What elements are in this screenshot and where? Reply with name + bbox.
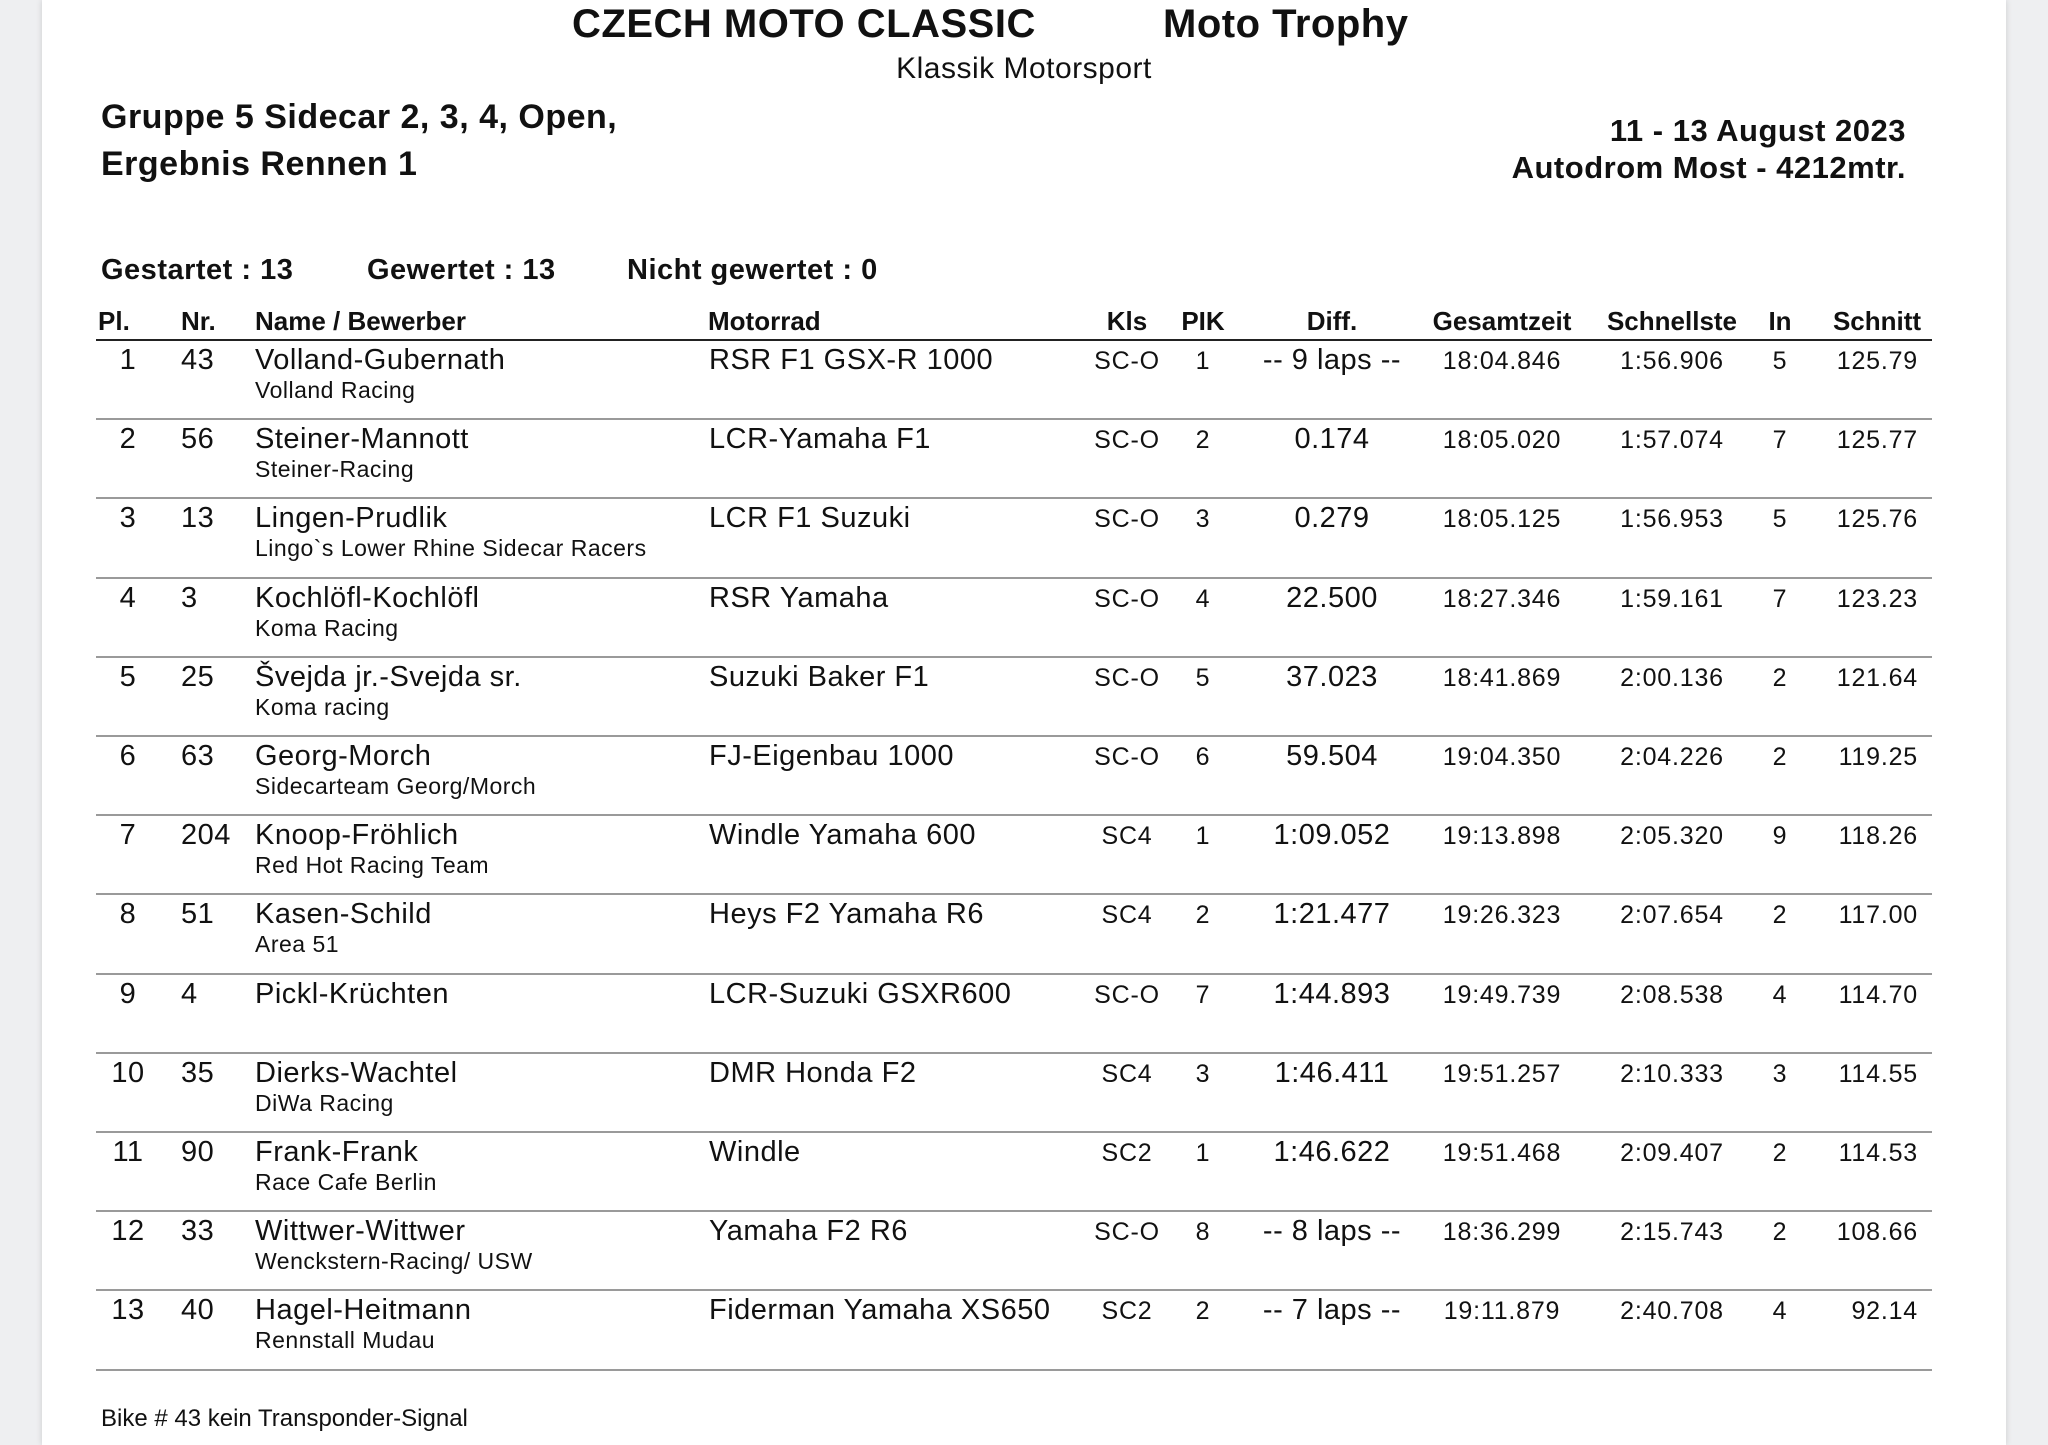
cell-total: 18:05.020 (1442, 426, 1562, 454)
cell-total: 19:51.257 (1442, 1060, 1562, 1088)
event-dates: 11 - 13 August 2023 (1609, 113, 1906, 148)
cell-diff: 0.174 (1294, 423, 1370, 455)
cell-total: 18:41.869 (1442, 664, 1562, 692)
cell-bike: FJ-Eigenbau 1000 (709, 740, 954, 772)
cell-diff: 1:44.893 (1273, 978, 1391, 1010)
col-pos: Pl. (98, 306, 130, 336)
cell-nr: 3 (181, 582, 198, 614)
cell-in: 4 (1772, 1297, 1788, 1325)
cell-diff: 37.023 (1286, 661, 1378, 693)
cell-team: Steiner-Racing (255, 456, 415, 482)
cell-pos: 5 (119, 661, 137, 693)
table-row (42, 819, 2006, 898)
cell-team: Koma Racing (255, 615, 399, 641)
row-divider (96, 973, 1932, 975)
cell-name: Kasen-Schild (255, 898, 432, 930)
cell-cls: SC2 (1101, 1297, 1153, 1325)
cell-pos: 7 (119, 819, 137, 851)
table-row (42, 1215, 2006, 1294)
cell-pik: 2 (1195, 1297, 1211, 1325)
cell-bike: Suzuki Baker F1 (709, 661, 930, 693)
cell-pik: 6 (1195, 743, 1211, 771)
result-heading: Ergebnis Rennen 1 (101, 145, 418, 183)
cell-bike: LCR F1 Suzuki (709, 502, 911, 534)
cell-nr: 33 (181, 1215, 215, 1247)
cell-team: Race Cafe Berlin (255, 1169, 437, 1195)
cell-fastest: 1:56.906 (1620, 347, 1724, 375)
started-count: Gestartet : 13 (101, 254, 294, 286)
cell-total: 19:13.898 (1442, 822, 1562, 850)
cell-pik: 4 (1195, 585, 1211, 613)
table-row (42, 898, 2006, 977)
cell-avg: 92.14 (1851, 1297, 1918, 1325)
cell-cls: SC-O (1094, 505, 1160, 533)
cell-name: Steiner-Mannott (255, 423, 469, 455)
cell-nr: 63 (181, 740, 215, 772)
results-document (42, 0, 2006, 1445)
cell-pos: 8 (119, 898, 137, 930)
row-divider (96, 1369, 1932, 1371)
row-divider (96, 814, 1932, 816)
footer-note: Bike # 43 kein Transponder-Signal (101, 1405, 468, 1432)
cell-in: 2 (1772, 743, 1788, 771)
cell-name: Frank-Frank (255, 1136, 419, 1168)
col-in: In (1768, 306, 1792, 336)
cell-diff: -- 9 laps -- (1262, 344, 1402, 376)
cell-pos: 2 (119, 423, 137, 455)
col-pik: PIK (1181, 306, 1225, 336)
row-divider (96, 1210, 1932, 1212)
cell-cls: SC-O (1094, 347, 1160, 375)
cell-diff: 1:09.052 (1273, 819, 1391, 851)
table-row (42, 661, 2006, 740)
col-diff: Diff. (1306, 306, 1358, 336)
header-rule (96, 339, 1932, 341)
cell-pik: 3 (1195, 1060, 1211, 1088)
cell-in: 5 (1772, 505, 1788, 533)
cell-pos: 9 (119, 978, 137, 1010)
cell-bike: DMR Honda F2 (709, 1057, 917, 1089)
cell-fastest: 2:10.333 (1620, 1060, 1724, 1088)
cell-nr: 25 (181, 661, 215, 693)
cell-nr: 13 (181, 502, 215, 534)
table-row (42, 1294, 2006, 1373)
cell-pik: 1 (1195, 347, 1211, 375)
cell-avg: 114.55 (1838, 1060, 1918, 1088)
cell-in: 3 (1772, 1060, 1788, 1088)
cell-team: Red Hot Racing Team (255, 852, 490, 878)
cell-avg: 125.77 (1836, 426, 1918, 454)
cell-fastest: 2:40.708 (1620, 1297, 1724, 1325)
organizer-subtitle: Klassik Motorsport (896, 52, 1152, 85)
cell-name: Knoop-Fröhlich (255, 819, 459, 851)
col-avg: Schnitt (1832, 306, 1922, 336)
table-row (42, 740, 2006, 819)
cell-bike: Heys F2 Yamaha R6 (709, 898, 984, 930)
col-total: Gesamtzeit (1432, 306, 1572, 336)
cell-fastest: 2:09.407 (1620, 1139, 1724, 1167)
table-row (42, 423, 2006, 502)
col-nr: Nr. (181, 306, 216, 336)
cell-cls: SC-O (1094, 664, 1160, 692)
cell-fastest: 2:07.654 (1620, 901, 1724, 929)
cell-bike: RSR F1 GSX-R 1000 (709, 344, 994, 376)
cell-name: Švejda jr.-Svejda sr. (255, 661, 522, 693)
cell-bike: Windle Yamaha 600 (709, 819, 976, 851)
cell-total: 19:11.879 (1443, 1297, 1561, 1325)
cell-bike: LCR-Suzuki GSXR600 (709, 978, 1012, 1010)
cell-fastest: 2:00.136 (1620, 664, 1724, 692)
cell-avg: 117.00 (1838, 901, 1918, 929)
cell-pik: 5 (1195, 664, 1211, 692)
row-divider (96, 418, 1932, 420)
cell-cls: SC4 (1101, 822, 1153, 850)
cell-name: Georg-Morch (255, 740, 432, 772)
row-divider (96, 577, 1932, 579)
row-divider (96, 735, 1932, 737)
cell-nr: 204 (181, 819, 231, 851)
cell-pik: 1 (1195, 1139, 1211, 1167)
cell-cls: SC4 (1101, 1060, 1153, 1088)
cell-name: Dierks-Wachtel (255, 1057, 458, 1089)
cell-nr: 51 (181, 898, 215, 930)
cell-pos: 13 (111, 1294, 145, 1326)
col-name: Name / Bewerber (255, 306, 466, 336)
cell-bike: Fiderman Yamaha XS650 (709, 1294, 1051, 1326)
cell-total: 19:04.350 (1442, 743, 1562, 771)
table-row (42, 1057, 2006, 1136)
cell-name: Pickl-Krüchten (255, 978, 449, 1010)
cell-in: 5 (1772, 347, 1788, 375)
cell-diff: 59.504 (1286, 740, 1378, 772)
cell-diff: 1:46.411 (1274, 1057, 1390, 1089)
cell-in: 2 (1772, 1218, 1788, 1246)
row-divider (96, 1052, 1932, 1054)
cell-avg: 123.23 (1836, 585, 1918, 613)
table-row (42, 978, 2006, 1057)
cell-name: Hagel-Heitmann (255, 1294, 472, 1326)
cell-nr: 40 (181, 1294, 215, 1326)
cell-fastest: 2:15.743 (1620, 1218, 1724, 1246)
row-divider (96, 1289, 1932, 1291)
cell-total: 19:26.323 (1442, 901, 1562, 929)
cell-nr: 43 (181, 344, 215, 376)
row-divider (96, 1131, 1932, 1133)
cell-nr: 90 (181, 1136, 215, 1168)
cell-name: Kochlöfl-Kochlöfl (255, 582, 480, 614)
cell-avg: 118.26 (1838, 822, 1918, 850)
cell-pos: 3 (119, 502, 137, 534)
cell-in: 4 (1772, 981, 1788, 1009)
cell-in: 2 (1772, 664, 1788, 692)
cell-avg: 119.25 (1838, 743, 1918, 771)
cell-avg: 121.64 (1836, 664, 1918, 692)
classified-count: Gewertet : 13 (367, 254, 556, 286)
cell-pos: 6 (119, 740, 137, 772)
cell-in: 7 (1772, 585, 1788, 613)
series-title: Moto Trophy (1163, 2, 1409, 46)
cell-nr: 56 (181, 423, 215, 455)
event-venue: Autodrom Most - 4212mtr. (1511, 150, 1906, 185)
cell-team: Rennstall Mudau (255, 1327, 436, 1353)
cell-name: Wittwer-Wittwer (255, 1215, 466, 1247)
cell-avg: 125.76 (1836, 505, 1918, 533)
cell-total: 18:36.299 (1442, 1218, 1562, 1246)
cell-pik: 1 (1195, 822, 1211, 850)
cell-pos: 10 (111, 1057, 145, 1089)
row-divider (96, 893, 1932, 895)
cell-avg: 114.53 (1838, 1139, 1918, 1167)
row-divider (96, 497, 1932, 499)
cell-bike: LCR-Yamaha F1 (709, 423, 931, 455)
cell-fastest: 1:56.953 (1620, 505, 1724, 533)
cell-diff: -- 7 laps -- (1262, 1294, 1402, 1326)
cell-bike: Windle (709, 1136, 801, 1168)
cell-cls: SC-O (1094, 426, 1160, 454)
cell-in: 7 (1772, 426, 1788, 454)
row-divider (96, 656, 1932, 658)
cell-cls: SC-O (1094, 585, 1160, 613)
event-title: CZECH MOTO CLASSIC (572, 2, 1036, 46)
cell-pik: 2 (1195, 901, 1211, 929)
cell-avg: 108.66 (1836, 1218, 1918, 1246)
col-bike: Motorrad (708, 306, 821, 336)
cell-total: 18:05.125 (1442, 505, 1562, 533)
cell-avg: 114.70 (1838, 981, 1918, 1009)
table-row (42, 502, 2006, 581)
col-fastest: Schnellste (1606, 306, 1738, 336)
cell-bike: Yamaha F2 R6 (709, 1215, 908, 1247)
cell-pik: 7 (1195, 981, 1211, 1009)
cell-pos: 4 (119, 582, 137, 614)
cell-cls: SC2 (1101, 1139, 1153, 1167)
cell-name: Lingen-Prudlik (255, 502, 448, 534)
cell-team: Sidecarteam Georg/Morch (255, 773, 537, 799)
cell-team: Koma racing (255, 694, 390, 720)
cell-diff: 22.500 (1286, 582, 1378, 614)
cell-total: 18:04.846 (1442, 347, 1562, 375)
cell-avg: 125.79 (1836, 347, 1918, 375)
cell-pos: 11 (112, 1136, 144, 1168)
cell-fastest: 1:59.161 (1620, 585, 1724, 613)
col-class: Kls (1106, 306, 1148, 336)
cell-total: 19:51.468 (1442, 1139, 1562, 1167)
cell-nr: 35 (181, 1057, 215, 1089)
cell-diff: -- 8 laps -- (1262, 1215, 1402, 1247)
cell-team: Wenckstern-Racing/ USW (255, 1248, 533, 1274)
table-row (42, 344, 2006, 423)
cell-pos: 1 (119, 344, 137, 376)
cell-pik: 3 (1195, 505, 1211, 533)
cell-in: 2 (1772, 1139, 1788, 1167)
cell-cls: SC-O (1094, 743, 1160, 771)
cell-fastest: 1:57.074 (1620, 426, 1724, 454)
not-classified-count: Nicht gewertet : 0 (627, 254, 878, 286)
cell-fastest: 2:04.226 (1620, 743, 1724, 771)
table-row (42, 1136, 2006, 1215)
cell-diff: 1:21.477 (1273, 898, 1391, 930)
cell-in: 9 (1772, 822, 1788, 850)
cell-cls: SC-O (1094, 1218, 1160, 1246)
cell-cls: SC-O (1094, 981, 1160, 1009)
cell-fastest: 2:05.320 (1620, 822, 1724, 850)
cell-pik: 8 (1195, 1218, 1211, 1246)
cell-total: 19:49.739 (1442, 981, 1562, 1009)
cell-team: Lingo`s Lower Rhine Sidecar Racers (255, 535, 647, 561)
cell-pos: 12 (111, 1215, 145, 1247)
cell-diff: 1:46.622 (1273, 1136, 1391, 1168)
cell-team: DiWa Racing (255, 1090, 394, 1116)
cell-team: Volland Racing (255, 377, 416, 403)
cell-total: 18:27.346 (1442, 585, 1562, 613)
cell-team: Area 51 (255, 931, 340, 957)
cell-fastest: 2:08.538 (1620, 981, 1724, 1009)
cell-pik: 2 (1195, 426, 1211, 454)
cell-in: 2 (1772, 901, 1788, 929)
cell-cls: SC4 (1101, 901, 1153, 929)
cell-name: Volland-Gubernath (255, 344, 506, 376)
cell-bike: RSR Yamaha (709, 582, 889, 614)
group-heading: Gruppe 5 Sidecar 2, 3, 4, Open, (101, 98, 618, 136)
cell-diff: 0.279 (1294, 502, 1370, 534)
cell-nr: 4 (181, 978, 198, 1010)
table-row (42, 582, 2006, 661)
